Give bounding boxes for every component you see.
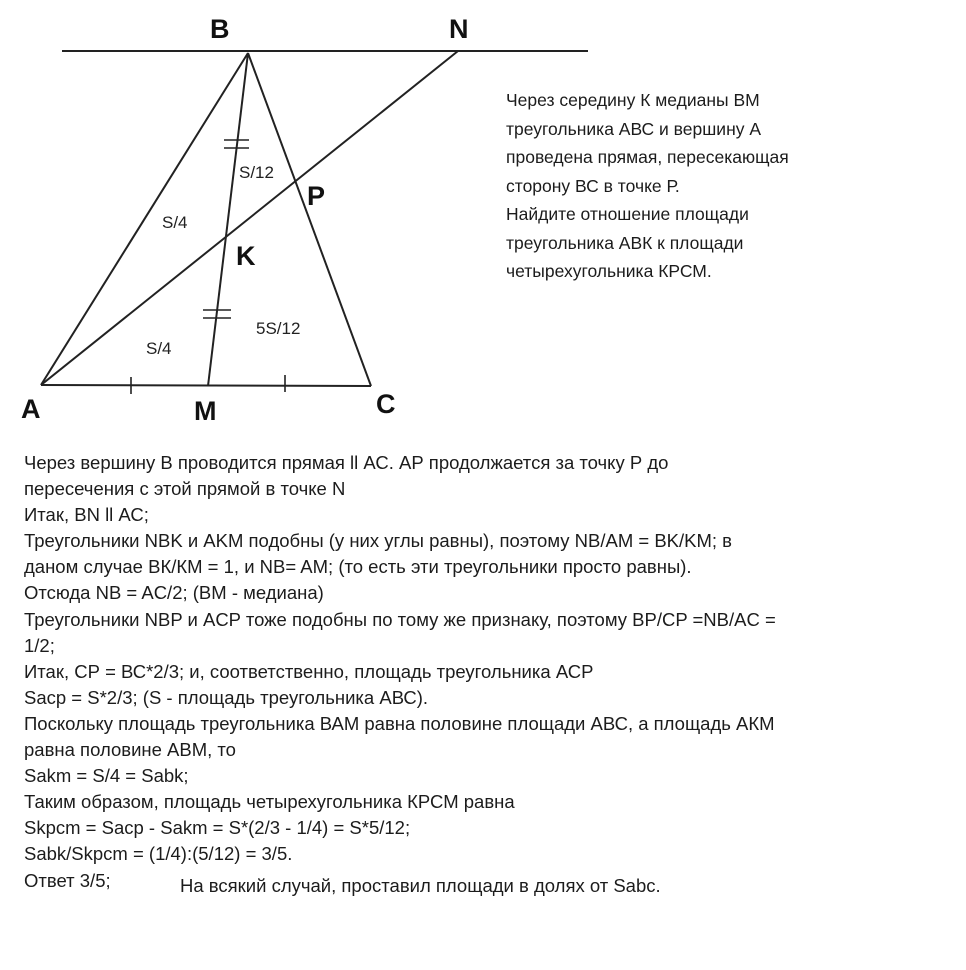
problem-line: проведена прямая, пересекающая	[506, 147, 789, 167]
solution-text	[24, 450, 954, 894]
solution-line: даном случае ВК/КМ = 1, и NB= AM; (то есть эти треугольники просто равны).	[24, 556, 692, 578]
label-point-k: K	[236, 241, 256, 271]
segment-an	[41, 51, 458, 385]
label-point-c: C	[376, 389, 396, 419]
label-point-p: P	[307, 181, 326, 211]
segment-ab	[41, 53, 248, 385]
solution-line: пересечения с этой прямой в точке N	[24, 478, 346, 500]
problem-statement	[506, 86, 906, 286]
label-point-n: N	[449, 14, 469, 44]
segment-ac	[41, 385, 371, 386]
area-label-abk: S/4	[162, 213, 188, 232]
solution-line: равна половине АВМ, то	[24, 739, 236, 761]
solution-line: Отсюда NB = AC/2; (BM - медиана)	[24, 582, 324, 604]
solution-line: Итак, СР = ВС*2/3; и, соответственно, площадь треугольника АСР	[24, 660, 594, 682]
area-label-kpcm: 5S/12	[256, 319, 301, 338]
label-point-m: M	[194, 396, 217, 426]
area-label-akm: S/4	[146, 339, 172, 358]
area-label-bkp: S/12	[239, 163, 274, 182]
problem-line: треугольника АВК к площади	[506, 232, 744, 253]
answer-row	[24, 868, 954, 894]
problem-line: Найдите отношение площади	[506, 204, 749, 224]
problem-line: Через середину К медианы ВМ	[506, 90, 760, 110]
median-bm	[208, 53, 248, 386]
solution-line: 1/2;	[24, 634, 55, 656]
solution-line: Sabk/Skpcm = (1/4):(5/12) = 3/5.	[24, 843, 293, 865]
label-point-b: B	[210, 14, 230, 44]
note-text: На всякий случай, проставил площади в долях от Sabc.	[180, 874, 661, 896]
problem-line: треугольника АВС и вершину А	[506, 118, 762, 139]
solution-line: Через вершину В проводится прямая ll АС. АР продолжается за точку Р до	[24, 452, 669, 473]
solution-line: Sakm = S/4 = Sabk;	[24, 765, 189, 787]
solution-line: Итак, BN ll АС;	[24, 504, 149, 526]
problem-line: четырехугольника КРСМ.	[506, 261, 712, 281]
solution-line: Треугольники NBK и AKM подобны (у них углы равны), поэтому NB/AM = BK/KM; в	[24, 530, 733, 552]
solution-line: Skpcm = Sacp - Sakm = S*(2/3 - 1/4) = S*5/12;	[24, 817, 411, 839]
solution-line: Треугольники NBP и ACP тоже подобны по тому же признаку, поэтому BP/CP =NB/AC =	[24, 608, 776, 630]
answer-text: Ответ 3/5;	[24, 869, 111, 891]
solution-line: Таким образом, площадь четырехугольника КРСМ равна	[24, 791, 515, 813]
solution-line: Sacp = S*2/3; (S - площадь треугольника АВС).	[24, 686, 429, 708]
label-point-a: A	[21, 394, 41, 424]
problem-line: сторону ВС в точке Р.	[506, 175, 680, 196]
solution-line: Поскольку площадь треугольника ВАМ равна половине площади АВС, а площадь АКМ	[24, 712, 775, 734]
